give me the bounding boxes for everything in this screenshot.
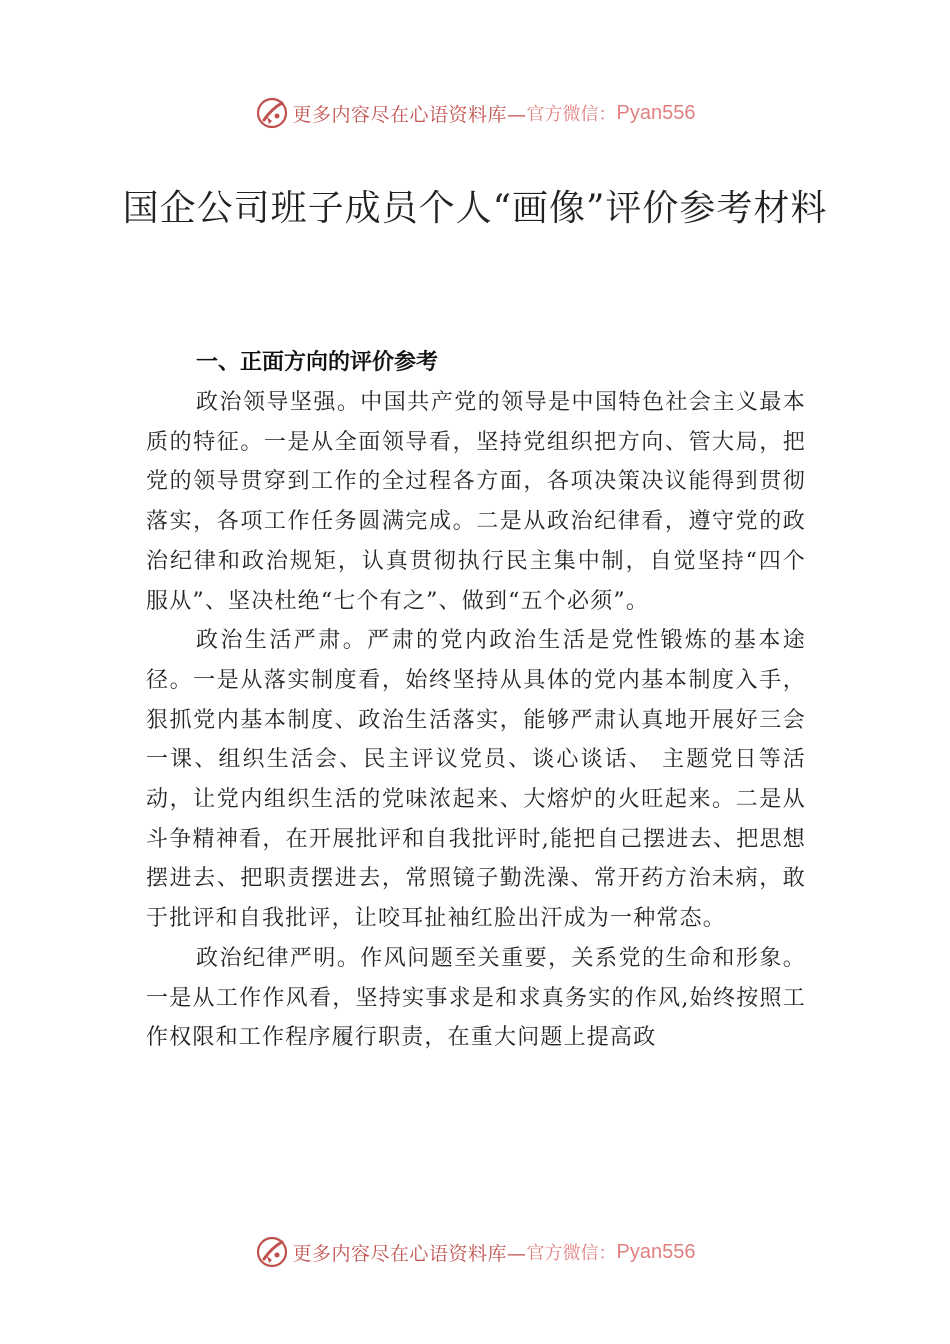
document-body bbox=[146, 343, 806, 1058]
paragraph-political-life: 政治生活严肃。严肃的党内政治生活是党性锻炼的基本途径。一是从落实制度看，始终坚持从具体的党内基本制度入手，狠抓党内基本制度、政治生活落实，能够严肃认真地开展好三会一课、组织生活会、民主评议党员、谈心谈话、 主题党日等活动，让党内组织生活的党味浓起来、大熔炉的火旺起来。二是从斗争精神看，在开展批评和自我批评时,能把自己摆进去、把思想摆进去、把职责摆进去，常照镜子勤洗澡、常开药方治未病，敢于批评和自我批评，让咬耳扯袖红脸出汗成为一种常态。 bbox=[146, 628, 806, 932]
document-title: 国企公司班子成员个人“画像”评价参考材料 bbox=[122, 188, 828, 229]
brush-seal-icon bbox=[255, 1235, 289, 1269]
paragraph-political-leadership: 政治领导坚强。中国共产党的领导是中国特色社会主义最本质的特征。一是从全面领导看，坚持党组织把方向、管大局，把党的领导贯穿到工作的全过程各方面，各项决策决议能得到贯彻落实，各项工作任务圆满完成。二是从政治纪律看，遵守党的政治纪律和政治规矩，认真贯彻执行民主集中制，自觉坚持“四个服从”、坚决杜绝“七个有之”、做到“五个必须”。 bbox=[146, 390, 806, 614]
paragraph-political-discipline: 政治纪律严明。作风问题至关重要，关系党的生命和形象。一是从工作作风看，坚持实事求是和求真务实的作风,始终按照工作权限和工作程序履行职责，在重大问题上提高政 bbox=[146, 945, 806, 1051]
watermark-wechat-id: Pyan556 bbox=[616, 101, 696, 124]
watermark-wechat-label: 官方微信： bbox=[526, 104, 617, 125]
watermark-text: 更多内容尽在心语资料库— bbox=[292, 103, 527, 126]
watermark-wechat-label: 官方微信： bbox=[526, 1243, 617, 1264]
section-heading: 一、正面方向的评价参考 bbox=[196, 350, 439, 375]
header-watermark bbox=[0, 93, 950, 133]
footer-watermark bbox=[0, 1232, 950, 1272]
brush-seal-icon bbox=[255, 96, 289, 130]
watermark-wechat-id: Pyan556 bbox=[616, 1240, 696, 1263]
watermark-text: 更多内容尽在心语资料库— bbox=[292, 1242, 527, 1265]
